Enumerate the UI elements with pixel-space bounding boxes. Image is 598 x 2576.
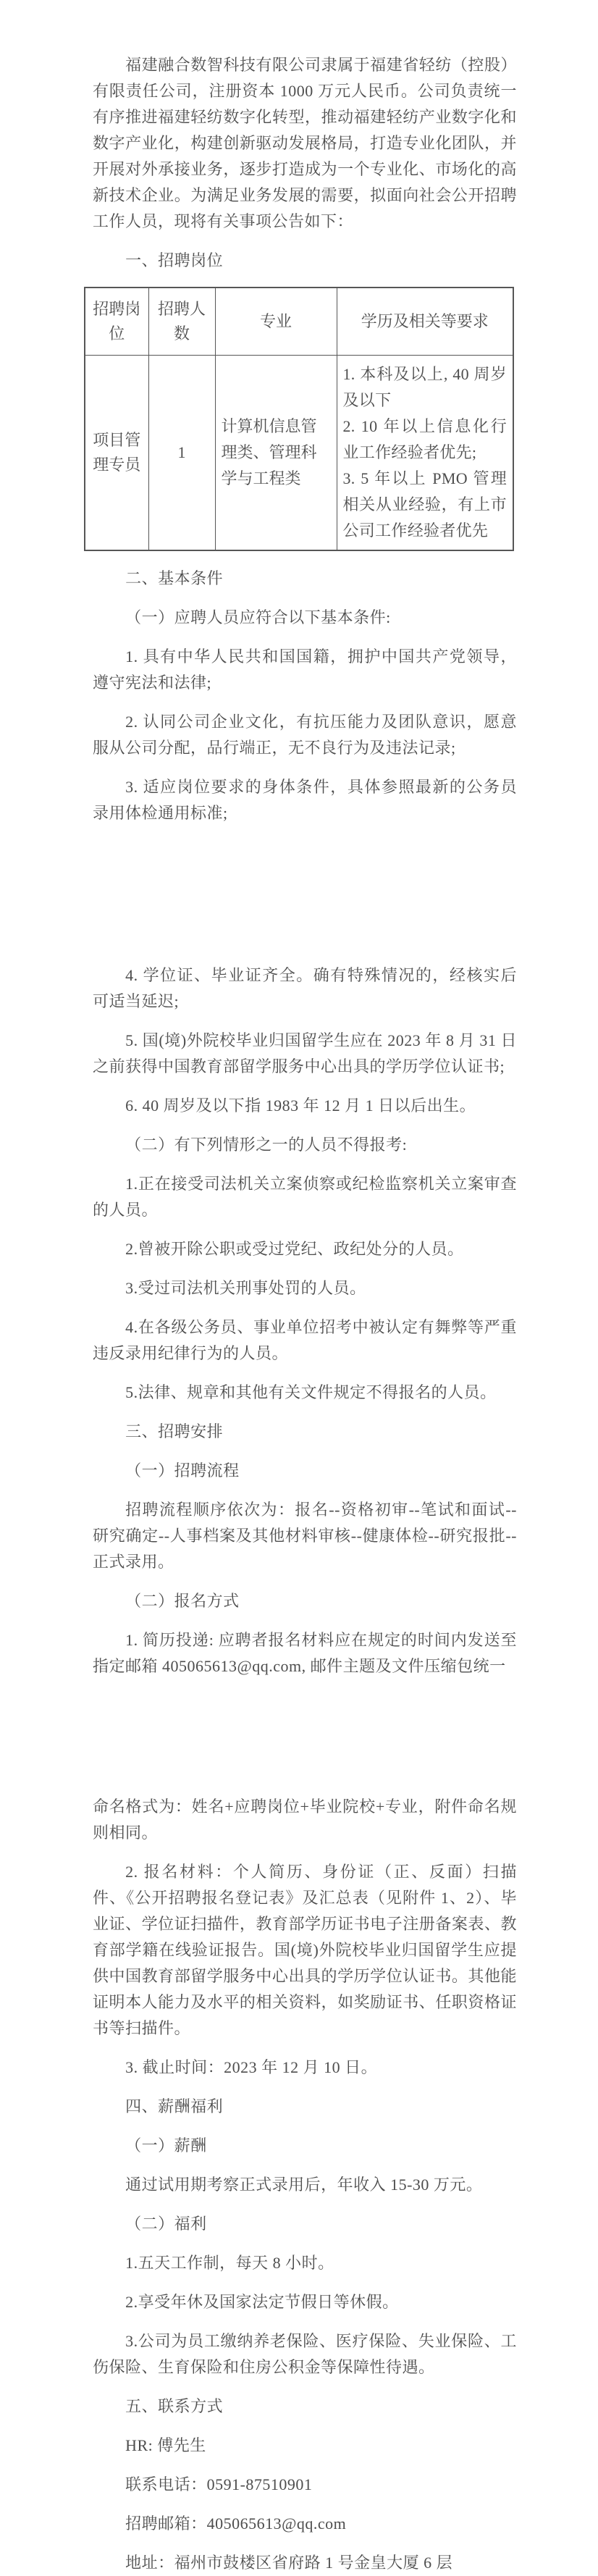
section-basic-conditions [93, 566, 517, 1406]
section-heading-3: 三、招聘安排 [125, 1422, 224, 1440]
sub-heading-process: （一）招聘流程 [125, 1461, 240, 1480]
welfare-item-1: 1.五天工作制，每天 8 小时。 [125, 2254, 334, 2272]
requirement-line-1: 1. 本科及以上, 40 周岁及以下 [342, 365, 507, 409]
apply-item-3: 3. 截止时间：2023 年 12 月 10 日。 [125, 2058, 378, 2076]
section-positions [93, 248, 517, 551]
exclusion-item-4: 4.在各级公务员、事业单位招考中被认定有舞弊等严重违反录用纪律行为的人员。 [93, 1318, 517, 1362]
positions-table [84, 287, 514, 551]
cell-requirements [337, 356, 513, 551]
col-header-major: 专业 [215, 288, 337, 356]
requirement-line-3: 3. 5 年以上 PMO 管理相关从业经验，有上市公司工作经验者优先 [342, 469, 507, 540]
section-heading-1: 一、招聘岗位 [125, 251, 224, 269]
sub-heading-exclusions: （二）有下列情形之一的人员不得报考: [125, 1136, 408, 1154]
contact-address: 地址：福州市鼓楼区省府路 1 号金皇大厦 6 层 [125, 2554, 453, 2572]
exclusion-item-5: 5.法律、规章和其他有关文件规定不得报名的人员。 [125, 1383, 497, 1401]
section-salary-welfare [93, 2094, 517, 2380]
col-header-count: 招聘人数 [148, 288, 215, 356]
sub-heading-basic: （一）应聘人员应符合以下基本条件: [125, 608, 391, 626]
table-header-row [85, 288, 513, 356]
section-recruitment-arrangement [93, 1419, 517, 2081]
section-heading-4: 四、薪酬福利 [125, 2097, 224, 2115]
apply-item-1: 1. 简历投递: 应聘者报名材料应在规定的时间内发送至指定邮箱 405065613@qq.com, 邮件主题及文件压缩包统一 [93, 1631, 517, 1675]
apply-item-2: 2. 报名材料：个人简历、身份证（正、反面）扫描件、《公开招聘报名登记表》及汇总表（见附件 1、2）、毕业证、学位证扫描件，教育部学历证书电子注册备案表、教育部学籍在线验证报告。国(境)外院校毕业归国留学生应提供中国教育部留学服务中心出具的学历学位认证书。其他能证明本人能力及水平的相关资料，如奖励证书、任职资格证书等扫描件。 [93, 1863, 517, 2037]
exclusion-item-2: 2.曾被开除公职或受过党纪、政纪处分的人员。 [125, 1240, 464, 1258]
page-break-gap-2 [93, 1692, 517, 1794]
section-contact [93, 2394, 517, 2576]
apply-item-1-continued: 命名格式为：姓名+应聘岗位+毕业院校+专业，附件命名规则相同。 [93, 1797, 517, 1842]
condition-item-1: 1. 具有中华人民共和国国籍，拥护中国共产党领导，遵守宪法和法律; [93, 647, 517, 692]
cell-count: 1 [148, 356, 215, 551]
exclusion-item-1: 1.正在接受司法机关立案侦察或纪检监察机关立案审查的人员。 [93, 1175, 517, 1219]
condition-item-2: 2. 认同公司企业文化，有抗压能力及团队意识，愿意服从公司分配，品行端正，无不良行为及违法记录; [93, 713, 517, 757]
page-break-gap-1 [93, 839, 517, 962]
cell-major: 计算机信息管理类、管理科学与工程类 [215, 356, 337, 551]
welfare-item-2: 2.享受年休及国家法定节假日等休假。 [125, 2293, 399, 2311]
exclusion-item-3: 3.受过司法机关刑事处罚的人员。 [125, 1279, 366, 1297]
contact-email: 招聘邮箱：405065613@qq.com [125, 2514, 347, 2533]
condition-item-6: 6. 40 周岁及以下指 1983 年 12 月 1 日以后出生。 [125, 1096, 476, 1115]
sub-heading-welfare: （二）福利 [125, 2215, 207, 2233]
table-row [85, 356, 513, 551]
col-header-requirements: 学历及相关等要求 [337, 288, 513, 356]
condition-item-4: 4. 学位证、毕业证齐全。确有特殊情况的，经核实后可适当延迟; [93, 966, 517, 1010]
col-header-position: 招聘岗位 [85, 288, 148, 356]
cell-position: 项目管理专员 [85, 356, 148, 551]
welfare-item-3: 3.公司为员工缴纳养老保险、医疗保险、失业保险、工伤保险、生育保险和住房公积金等保障性待遇。 [93, 2332, 517, 2376]
sub-heading-apply: （二）报名方式 [125, 1592, 240, 1610]
sub-heading-salary: （一）薪酬 [125, 2136, 207, 2155]
process-paragraph: 招聘流程顺序依次为：报名--资格初审--笔试和面试--研究确定--人事档案及其他材料审核--健康体检--研究报批--正式录用。 [93, 1501, 517, 1571]
condition-item-5: 5. 国(境)外院校毕业归国留学生应在 2023 年 8 月 31 日之前获得中国教育部留学服务中心出具的学历学位认证书; [93, 1031, 517, 1075]
condition-item-3: 3. 适应岗位要求的身体条件，具体参照最新的公务员录用体检通用标准; [93, 778, 517, 822]
section-heading-2: 二、基本条件 [125, 569, 224, 587]
contact-phone: 联系电话：0591-87510901 [125, 2475, 313, 2493]
requirement-line-2: 2. 10 年以上信息化行业工作经验者优先; [342, 417, 507, 461]
section-heading-5: 五、联系方式 [125, 2397, 224, 2415]
contact-hr: HR: 傅先生 [125, 2436, 206, 2454]
salary-paragraph: 通过试用期考察正式录用后，年收入 15-30 万元。 [125, 2176, 483, 2194]
intro-paragraph: 福建融合数智科技有限公司隶属于福建省轻纺（控股）有限责任公司，注册资本 1000 万元人民币。公司负责统一有序推进福建轻纺数字化转型，推动福建轻纺产业数字化和数字产业化，构建创新驱动发展格局，打造专业化团队，并开展对外承接业务，逐步打造成为一个专业化、市场化的高新技术企业。为满足业务发展的需要，拟面向社会公开招聘工作人员，现将有关事项公告如下： [93, 56, 517, 230]
